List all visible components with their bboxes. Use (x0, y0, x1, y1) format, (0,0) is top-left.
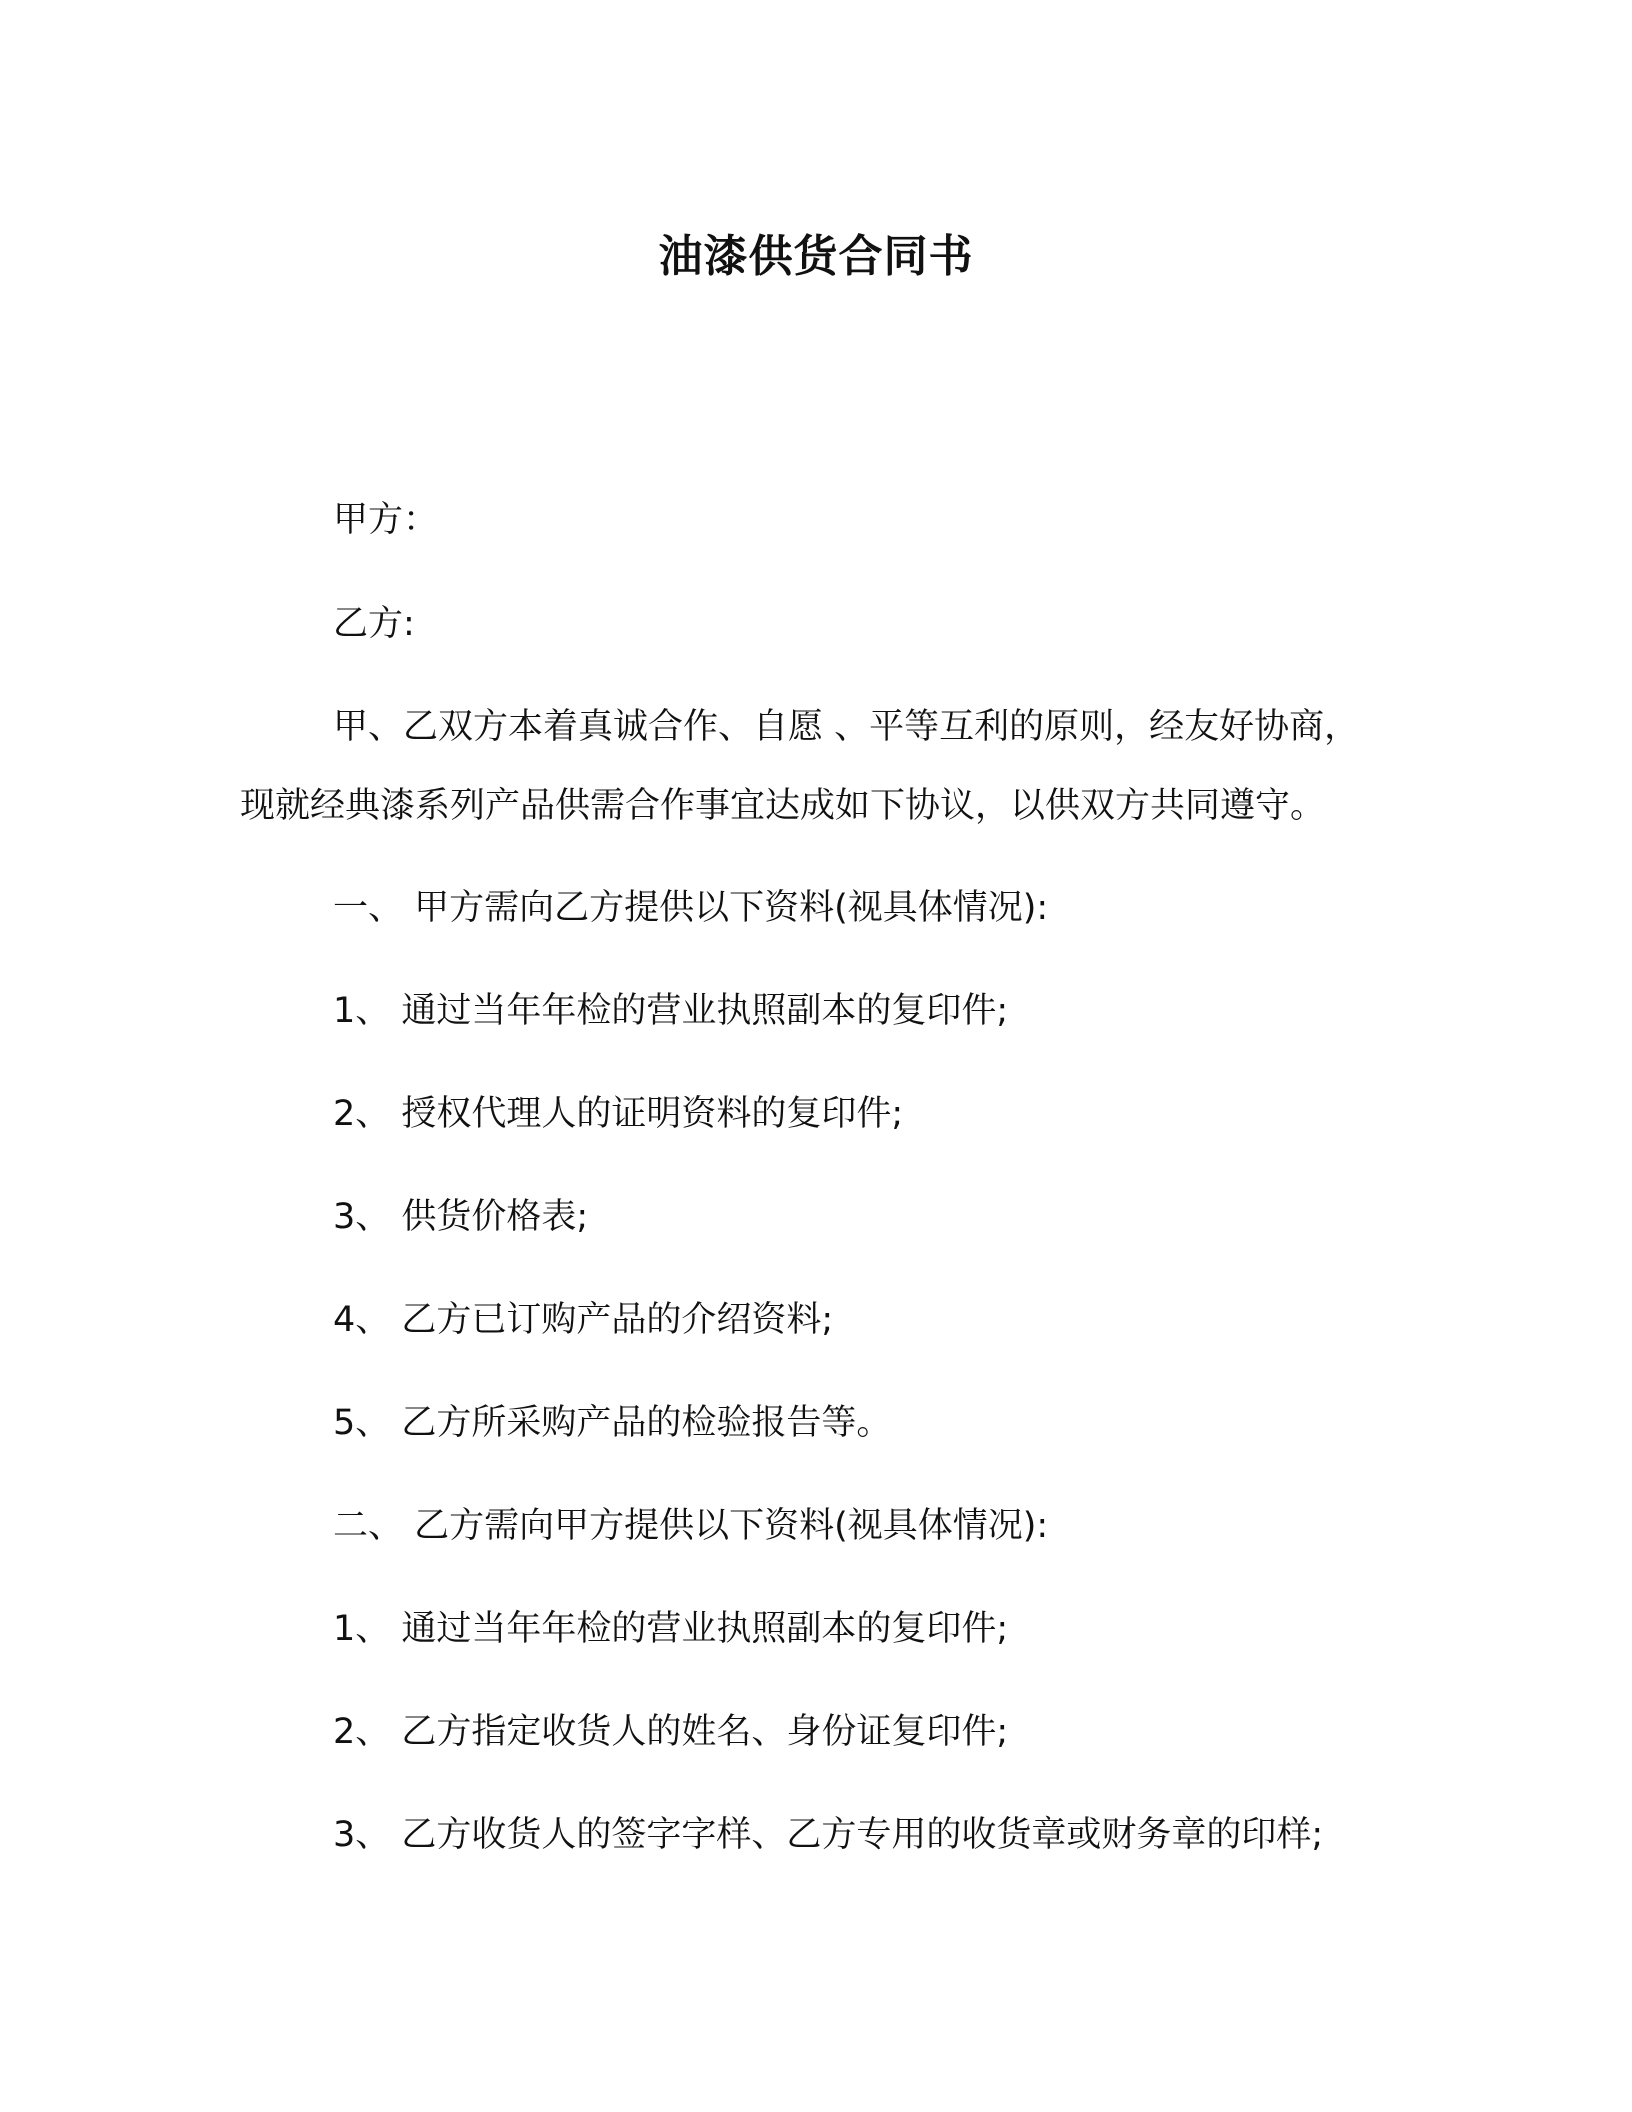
section-1-item: 1、 通过当年年检的营业执照副本的复印件; (333, 991, 1009, 1031)
party-a-label: 甲方： (333, 500, 439, 540)
section-2-item: 3、 乙方收货人的签字字样、乙方专用的收货章或财务章的印样; (333, 1815, 1324, 1855)
section-2-heading: 二、 乙方需向甲方提供以下资料(视具体情况): (333, 1506, 1049, 1546)
section-1-item: 2、 授权代理人的证明资料的复印件; (333, 1094, 904, 1134)
section-1-item: 5、 乙方所采购产品的检验报告等。 (333, 1403, 892, 1443)
section-1-heading: 一、 甲方需向乙方提供以下资料(视具体情况): (333, 888, 1049, 928)
section-1-item: 3、 供货价格表; (333, 1197, 589, 1237)
document-title: 油漆供货合同书 (658, 231, 974, 282)
section-2-item: 2、 乙方指定收货人的姓名、身份证复印件; (333, 1712, 1009, 1752)
section-1-item: 4、 乙方已订购产品的介绍资料; (333, 1300, 834, 1340)
party-b-label: 乙方: (333, 604, 415, 644)
intro-paragraph-line-2: 现就经典漆系列产品供需合作事宜达成如下协议，以供双方共同遵守。 (240, 786, 1326, 826)
intro-paragraph-line-1: 甲、乙双方本着真诚合作、自愿 、平等互利的原则，经友好协商， (333, 707, 1360, 747)
section-2-item: 1、 通过当年年检的营业执照副本的复印件; (333, 1609, 1009, 1649)
